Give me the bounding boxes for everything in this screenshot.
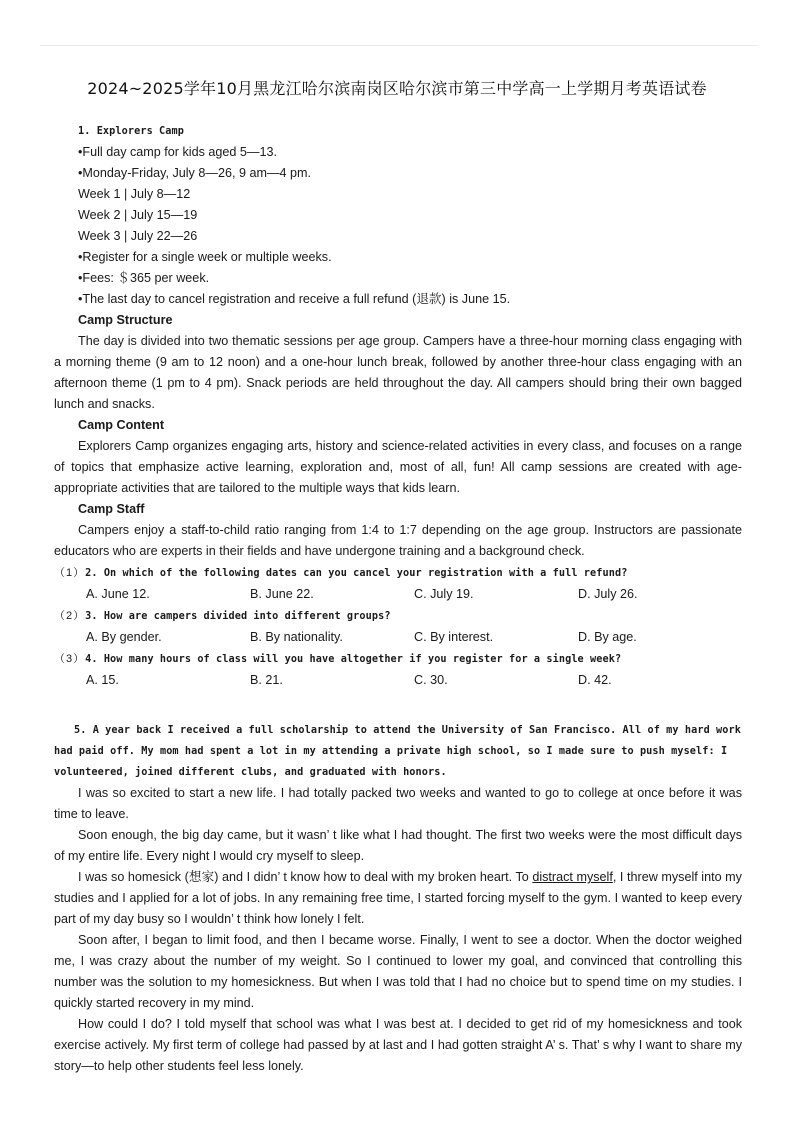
passage2-paragraph: I was so excited to start a new life. I had totally packed two weeks and wanted to go to college at once before it was time to leave. [54, 786, 742, 821]
option-a[interactable]: A. 15. [86, 673, 119, 687]
option-d[interactable]: D. 42. [578, 673, 612, 687]
option-b[interactable]: B. By nationality. [250, 630, 343, 644]
question-2 [54, 562, 742, 584]
bullet-item: Week 2 | July 15—19 [78, 208, 198, 222]
question-text: 4. How many hours of class will you have altogether if you register for a single week? [85, 654, 622, 665]
section-heading-content: Camp Content [78, 418, 165, 432]
passage2-paragraph-underlined [54, 867, 742, 930]
section-text-structure: The day is divided into two thematic sessions per age group. Campers have a three-hour morning class engaging with a morning theme (9 am to 12 noon) and a one-hour lunch break, followed by another three-hour class engaging with an afternoon theme (1 pm to 4 pm). Snack periods are held throughout the day. All campers should bring their own bagged lunch and snacks. [54, 334, 742, 411]
page-top-divider [40, 45, 758, 46]
question-4 [54, 648, 742, 670]
option-d[interactable]: D. By age. [578, 630, 637, 644]
option-a[interactable]: A. June 12. [86, 587, 150, 601]
question-2-options [86, 584, 742, 605]
bullet-item: •The last day to cancel registration and receive a full refund (退款) is June 15. [78, 292, 511, 306]
option-c[interactable]: C. By interest. [414, 630, 494, 644]
question-3 [54, 605, 742, 627]
passage2-paragraph: How could I do? I told myself that school was what I was best at. I decided to get rid of my homesickness and took exercise actively. My first term of college had passed by at last and I had gotten straight A’ s. That’ s why I want to share my story—to help other students feel less lonely. [54, 1017, 742, 1073]
option-b[interactable]: B. June 22. [250, 587, 314, 601]
bullet-item: •Monday-Friday, July 8—26, 9 am—4 pm. [78, 166, 312, 180]
section-text-content: Explorers Camp organizes engaging arts, history and science-related activities in every class, and focuses on a range of topics that emphasize active learning, exploration and, most of all, fun! All camp sessions are created with age-appropriate activities that are tailored to the multiple ways that kids learn. [54, 439, 742, 495]
passage2-paragraph: Soon after, I began to limit food, and then I became worse. Finally, I went to see a doctor. When the doctor weighed me, I was crazy about the number of my weight. So I continued to lower my goal, and convinced that controlling this number was the solution to my homesickness. But when I was told that I had no choice but to spend time on my studies. I quickly started recovery in my mind. [54, 933, 742, 1010]
option-d[interactable]: D. July 26. [578, 587, 638, 601]
text-before: I was so homesick (想家) and I didn’ t know how to deal with my broken heart. To [78, 870, 533, 884]
question-text: 2. On which of the following dates can you cancel your registration with a full refund? [85, 568, 628, 579]
underlined-phrase: distract myself [532, 870, 613, 884]
passage2-intro: 5. A year back I received a full scholarship to attend the University of San Francisco. All of my hard work had paid off. My mom had spent a lot in my attending a private high school, so I made sure to push myself: I volunteered, joined different clubs, and graduated with honors. [54, 725, 741, 778]
section-heading-staff: Camp Staff [78, 502, 145, 516]
text-after: , I threw myself into my studies and I applied for a lot of jobs. In any remaining free time, I started forcing myself to the gym. I wanted to keep every part of my day busy so I wouldn’ t think how lonely I felt. [54, 870, 742, 926]
passage2-paragraph: Soon enough, the big day came, but it wasn’ t like what I had thought. The first two weeks were the most difficult days of my entire life. Every night I would cry myself to sleep. [54, 828, 742, 863]
question-3-options [86, 627, 742, 648]
question-4-options [86, 670, 742, 691]
document-title: 2024~2025学年10月黑龙江哈尔滨南岗区哈尔滨市第三中学高一上学期月考英语试卷 [87, 79, 707, 98]
bullet-item: •Full day camp for kids aged 5—13. [78, 145, 278, 159]
question-sub-number: （1） [54, 567, 86, 579]
bullet-item: Week 1 | July 8—12 [78, 187, 191, 201]
question-sub-number: （2） [54, 610, 86, 622]
section-text-staff: Campers enjoy a staff-to-child ratio ranging from 1:4 to 1:7 depending on the age group. Instructors are passionate educators who are experts in their fields and have undergone training and a background check. [54, 523, 742, 558]
document-body [54, 121, 742, 1077]
option-c[interactable]: C. 30. [414, 673, 448, 687]
option-b[interactable]: B. 21. [250, 673, 283, 687]
question-text: 3. How are campers divided into different groups? [85, 611, 391, 622]
section-spacer [54, 691, 742, 720]
bullet-item: Week 3 | July 22—26 [78, 229, 198, 243]
option-a[interactable]: A. By gender. [86, 630, 162, 644]
section-heading-structure: Camp Structure [78, 313, 173, 327]
option-c[interactable]: C. July 19. [414, 587, 474, 601]
question-sub-number: （3） [54, 653, 86, 665]
bullet-item: •Fees: ＄365 per week. [78, 271, 210, 285]
passage1-heading: 1. Explorers Camp [78, 126, 184, 137]
bullet-item: •Register for a single week or multiple weeks. [78, 250, 332, 264]
